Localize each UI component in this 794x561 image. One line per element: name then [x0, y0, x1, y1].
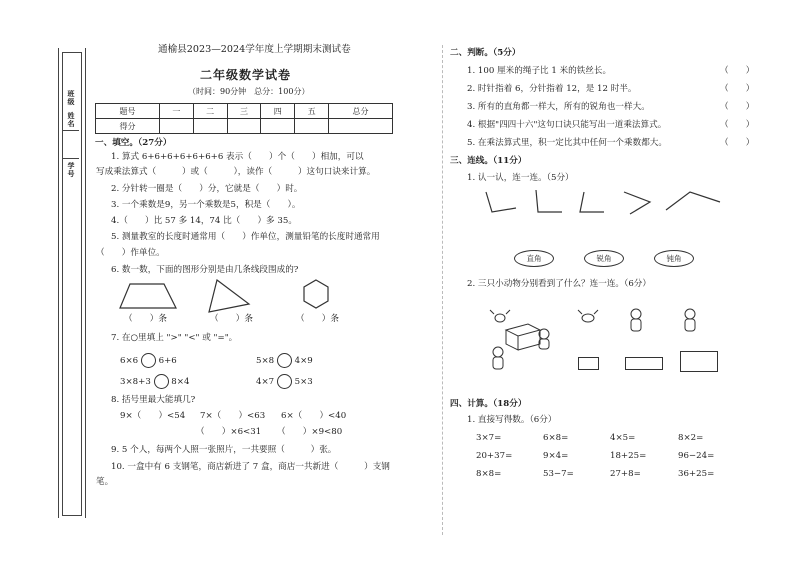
compare-circle[interactable]	[277, 374, 292, 389]
judge-answer-1[interactable]: （ ）	[720, 66, 755, 76]
judge-answer-5[interactable]: （ ）	[720, 138, 755, 148]
angle-figures	[480, 188, 730, 218]
calc-item: 53−7=	[543, 469, 574, 479]
q8-item: 7×（ ）<63	[200, 411, 266, 421]
score-row-label: 得分	[96, 119, 160, 134]
q8-item: 6×（ ）<40	[281, 411, 347, 421]
strip-separator	[63, 130, 79, 131]
score-cell[interactable]	[295, 119, 329, 134]
angle-label-obtuse[interactable]: 钝角	[654, 250, 694, 267]
question-1-line1: 1. 算式 6+6+6+6+6+6+6 表示（ ）个（ ）相加，可以	[111, 152, 364, 162]
compare-circle[interactable]	[154, 374, 169, 389]
triangle-shape	[205, 278, 251, 314]
question-4: 4.（ ）比 57 多 14，74 比（ ）多 35。	[111, 216, 297, 226]
bird-icon	[495, 314, 505, 322]
box-icon	[506, 324, 540, 350]
compare-item	[256, 374, 313, 389]
question-10-line1: 10. 一盒中有 6 支钢笔，商店新进了 7 盒，商店一共新进（ ）支钢	[111, 462, 390, 472]
angle-label-acute[interactable]: 锐角	[584, 250, 624, 267]
judge-item-3: 3. 所有的直角都一样大，所有的锐角也一样大。	[467, 102, 650, 112]
score-cell[interactable]	[329, 119, 393, 134]
question-5-line2: （ ）作单位。	[96, 248, 165, 258]
view-option-small-rect[interactable]	[578, 357, 599, 370]
connect-question-1: 1. 认一认，连一连。（5分）	[467, 173, 574, 183]
view-option-long-rect[interactable]	[625, 357, 663, 370]
q6-answer-triangle: （ ）条	[210, 314, 253, 324]
compare-item	[120, 374, 189, 389]
compare-item	[256, 353, 313, 368]
question-10-line2: 笔。	[96, 477, 114, 487]
question-9: 9. 5 个人，每两个人照一张照片，一共要照（ ）张。	[111, 445, 337, 455]
calc-item: 6×8=	[543, 433, 569, 443]
judge-item-1: 1. 100 厘米的绳子比 1 米的铁丝长。	[467, 66, 612, 76]
score-cell[interactable]	[193, 119, 227, 134]
compare-circle[interactable]	[277, 353, 292, 368]
name-label: 姓名	[67, 111, 75, 128]
calc-item: 36+25=	[678, 469, 715, 479]
calc-item: 4×5=	[610, 433, 636, 443]
angle-figure-5	[666, 192, 720, 210]
compare-left: 6×6	[120, 356, 139, 366]
dog-icon	[493, 347, 503, 357]
question-3: 3. 一个乘数是9，另一个乘数是5，积是（ ）。	[111, 200, 301, 210]
question-6: 6. 数一数，下面的图形分别是由几条线段围成的?	[111, 265, 299, 275]
page-divider	[442, 45, 443, 535]
angle-figure-4	[624, 192, 650, 214]
score-table	[95, 103, 393, 134]
strip-separator	[63, 158, 79, 159]
question-2: 2. 分针转一圈是（ ）分，它就是（ ）时。	[111, 184, 303, 194]
compare-circle[interactable]	[141, 353, 156, 368]
score-table-header-cell: 四	[261, 104, 295, 119]
score-table-header-cell: 一	[159, 104, 193, 119]
compare-item	[120, 353, 177, 368]
score-table-header-row	[96, 104, 393, 119]
student-id-label: 学号	[67, 161, 75, 178]
question-5-line1: 5. 测量教室的长度时通常用（ ）作单位，测量铅笔的长度时通常用	[111, 232, 380, 242]
judge-answer-3[interactable]: （ ）	[720, 102, 755, 112]
score-table-header-cell: 总分	[329, 104, 393, 119]
compare-left: 5×8	[256, 356, 275, 366]
score-table-header-cell: 二	[193, 104, 227, 119]
calc-item: 20+37=	[476, 451, 513, 461]
compare-right: 4×9	[294, 356, 313, 366]
judge-answer-2[interactable]: （ ）	[720, 84, 755, 94]
hexagon-shape	[302, 279, 330, 309]
judge-item-4: 4. 根据"四四十六"这句口诀只能写出一道乘法算式。	[467, 120, 667, 130]
question-8: 8. 括号里最大能填几?	[111, 395, 196, 405]
score-table-header-cell: 五	[295, 104, 329, 119]
q8-item: （ ）×9<80	[277, 427, 343, 437]
angle-figure-2	[536, 190, 562, 212]
compare-right: 8×4	[171, 377, 190, 387]
exam-title: 通榆县2023—2024学年度上学期期末测试卷	[158, 44, 351, 55]
section4-title: 四、计算。（18分）	[450, 399, 527, 409]
section2-title: 二、判断。（5分）	[450, 48, 521, 58]
connect-question-2: 2. 三只小动物分别看到了什么？连一连。（6分）	[467, 279, 651, 289]
dog-icon	[685, 309, 695, 319]
question-1-line2: 写成乘法算式（ ）或（ ），读作（ ）这句口诀来计算。	[96, 167, 376, 177]
compare-right: 6+6	[158, 356, 177, 366]
calc-question-1: 1. 直接写得数。（6分）	[467, 415, 557, 425]
score-table-header-cell: 三	[227, 104, 261, 119]
calc-item: 9×4=	[543, 451, 569, 461]
calc-item: 96−24=	[678, 451, 715, 461]
compare-left: 4×7	[256, 377, 275, 387]
calc-item: 8×8=	[476, 469, 502, 479]
view-option-large-rect[interactable]	[680, 351, 718, 372]
animal-scene	[488, 302, 558, 374]
section1-title: 一、填空。（27分）	[95, 138, 172, 148]
subject-title: 二年级数学试卷	[200, 68, 292, 82]
time-info: （时间：90分钟 总分：100分）	[188, 87, 310, 96]
judge-item-2: 2. 时针指着 6，分针指着 12，是 12 时半。	[467, 84, 637, 94]
question-7: 7. 在○里填上 ">" "<" 或 "="。	[111, 333, 238, 343]
q6-answer-trapezoid: （ ）条	[124, 314, 167, 324]
compare-left: 3×8+3	[120, 377, 151, 387]
calc-item: 27+8=	[610, 469, 641, 479]
class-label: 班级	[67, 89, 75, 106]
trapezoid-shape	[118, 282, 180, 310]
q6-answer-hexagon: （ ）条	[296, 314, 339, 324]
angle-label-right[interactable]: 直角	[514, 250, 554, 267]
bird-icon	[582, 314, 594, 322]
q8-item: 9×（ ）<54	[120, 411, 186, 421]
angle-figure-1	[486, 192, 516, 212]
score-cell[interactable]	[159, 119, 193, 134]
compare-right: 5×3	[294, 377, 313, 387]
calc-item: 3×7=	[476, 433, 502, 443]
animal-row	[576, 306, 706, 334]
calc-item: 18+25=	[610, 451, 647, 461]
angle-figure-3	[580, 192, 604, 212]
judge-answer-4[interactable]: （ ）	[720, 120, 755, 130]
section3-title: 三、连线。（11分）	[450, 156, 527, 166]
bear-icon	[631, 309, 641, 319]
q8-item: （ ）×6<31	[196, 427, 262, 437]
score-table-header-cell: 题号	[96, 104, 160, 119]
judge-item-5: 5. 在乘法算式里，积一定比其中任何一个乘数都大。	[467, 138, 667, 148]
calc-item: 8×2=	[678, 433, 704, 443]
score-cell[interactable]	[261, 119, 295, 134]
score-cell[interactable]	[227, 119, 261, 134]
score-table-score-row	[96, 119, 393, 134]
